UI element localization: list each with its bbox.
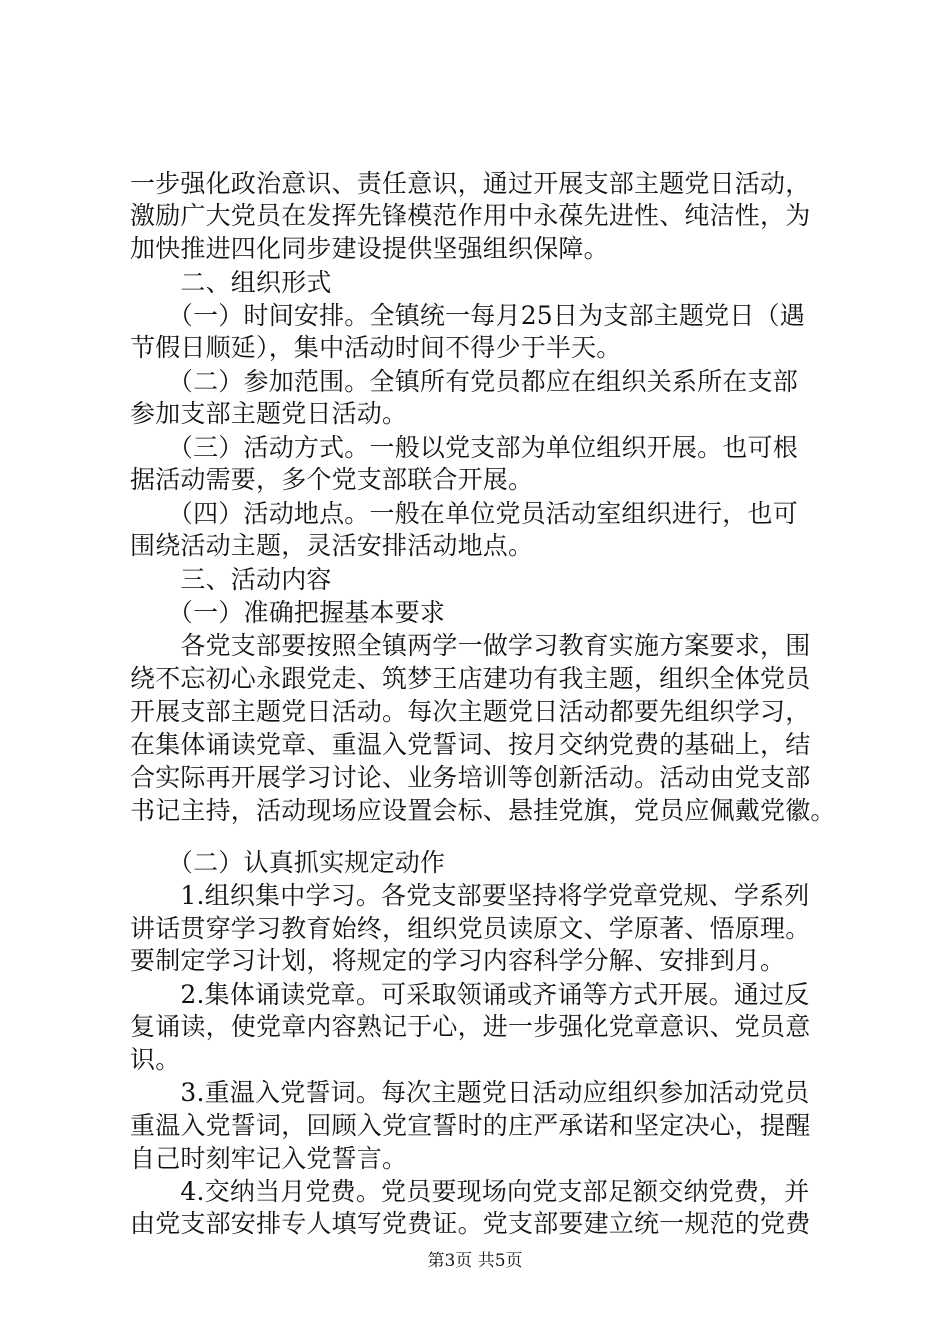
text-line: 复诵读，使党章内容熟记于心，进一步强化党章意识、党员意 [130,1012,811,1041]
text-line: 参加支部主题党日活动。 [130,399,408,428]
text-line: 1.组织集中学习。各党支部要坚持将学党章党规、学系列 [130,881,810,910]
text-line: 激励广大党员在发挥先锋模范作用中永葆先进性、纯洁性，为 [130,201,811,230]
text-line: 绕不忘初心永跟党走、筑梦王店建功有我主题，组织全体党员 [130,664,811,693]
text-line: 要制定学习计划，将规定的学习内容科学分解、安排到月。 [130,946,786,975]
text-line: 节假日顺延），集中活动时间不得少于半天。 [130,333,622,362]
text-line: 一步强化政治意识、责任意识，通过开展支部主题党日活动， [130,169,811,198]
text-line: 开展支部主题党日活动。每次主题党日活动都要先组织学习， [130,697,811,726]
text-line: 由党支部安排专人填写党费证。党支部要建立统一规范的党费 [130,1209,811,1238]
page-number-footer: 第3页 共5页 [427,1251,523,1271]
text-line: （四）活动地点。一般在单位党员活动室组织进行，也可 [130,499,798,528]
section-heading: 三、活动内容 [130,565,332,594]
text-line: 各党支部要按照全镇两学一做学习教育实施方案要求，围 [130,631,811,660]
text-line: 2.集体诵读党章。可采取领诵或齐诵等方式开展。通过反 [130,980,810,1009]
text-line: 加快推进四化同步建设提供坚强组织保障。 [130,234,609,263]
text-line: 合实际再开展学习讨论、业务培训等创新活动。活动由党支部 [130,763,811,792]
text-line: 书记主持，活动现场应设置会标、悬挂党旗，党员应佩戴党徽。 [130,796,836,825]
text-line: 自己时刻牢记入党誓言。 [130,1144,408,1173]
text-line: 3.重温入党誓词。每次主题党日活动应组织参加活动党员 [130,1078,810,1107]
text-line: 重温入党誓词，回顾入党宣誓时的庄严承诺和坚定决心，提醒 [130,1111,811,1140]
text-line: 识。 [130,1045,181,1074]
text-line: （三）活动方式。一般以党支部为单位组织开展。也可根 [130,433,798,462]
text-line: （二）参加范围。全镇所有党员都应在组织关系所在支部 [130,367,798,396]
text-line: 据活动需要，多个党支部联合开展。 [130,465,534,494]
section-heading: 二、组织形式 [130,268,332,297]
text-line: 4.交纳当月党费。党员要现场向党支部足额交纳党费，并 [130,1177,810,1206]
text-line: （一）时间安排。全镇统一每月25日为支部主题党日（遇 [130,301,805,330]
text-line: 在集体诵读党章、重温入党誓词、按月交纳党费的基础上，结 [130,730,811,759]
subsection-heading: （二）认真抓实规定动作 [130,848,446,877]
text-line: 围绕活动主题，灵活安排活动地点。 [130,531,534,560]
subsection-heading: （一）准确把握基本要求 [130,598,446,627]
text-line: 讲话贯穿学习教育始终，组织党员读原文、学原著、悟原理。 [130,914,811,943]
